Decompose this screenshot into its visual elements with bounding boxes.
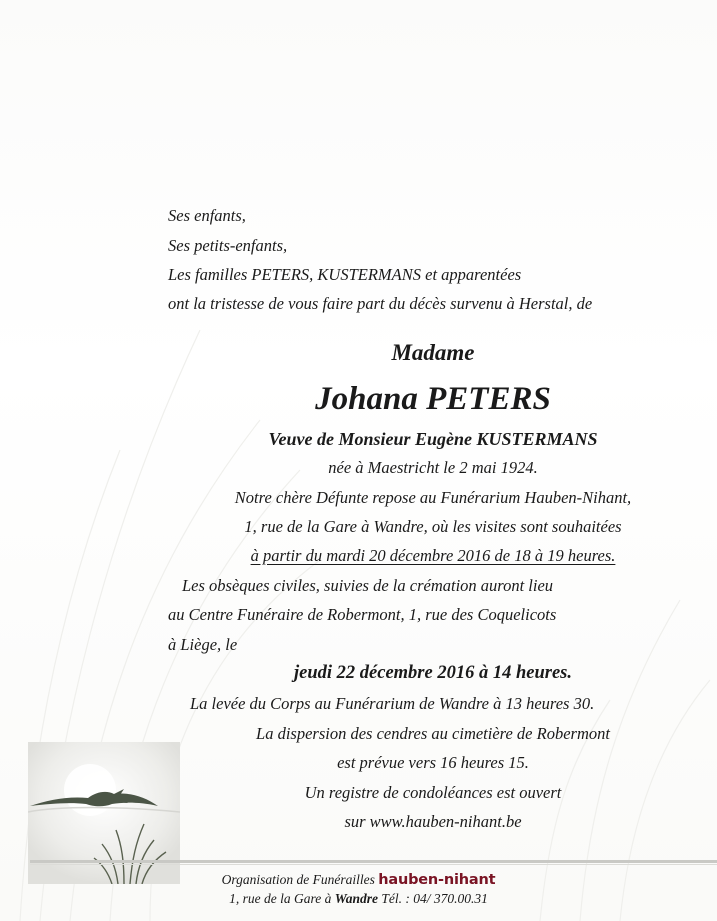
footer-address-prefix: 1, rue de la Gare à [229, 891, 332, 906]
intro-line-families: Les familles PETERS, KUSTERMANS et apparentées [168, 265, 522, 284]
condolence-register-line: Un registre de condoléances est ouvert [304, 783, 562, 802]
funeral-intro-line: Les obsèques civiles, suivies de la crémation auront lieu [182, 576, 554, 595]
funeral-city-line: à Liège, le [168, 635, 238, 654]
funeral-center-line: au Centre Funéraire de Robermont, 1, rue des Coquelicots [168, 605, 557, 624]
footer-divider-thin [30, 864, 717, 865]
footer-org-prefix: Organisation de Funérailles [221, 872, 375, 887]
intro-line-grandchildren: Ses petits-enfants, [168, 236, 288, 255]
birth-line: née à Maestricht le 2 mai 1924. [328, 458, 538, 477]
deceased-name: Johana PETERS [315, 381, 551, 417]
ash-dispersion-line: La dispersion des cendres au cimetière de Robermont [256, 724, 610, 743]
rest-location-line: Notre chère Défunte repose au Funérarium Hauben-Nihant, [234, 488, 632, 507]
widow-of-line: Veuve de Monsieur Eugène KUSTERMANS [268, 429, 598, 449]
visit-hours-line: à partir du mardi 20 décembre 2016 de 18 à 19 heures. [250, 546, 616, 565]
brand-logo-text: hauben-nihant [378, 872, 496, 888]
intro-line-announcement: ont la tristesse de vous faire part du décès survenu à Herstal, de [168, 294, 593, 313]
condolence-website-line: sur www.hauben-nihant.be [344, 812, 522, 831]
visit-address-line: 1, rue de la Gare à Wandre, où les visites sont souhaitées [244, 517, 622, 536]
body-removal-line: La levée du Corps au Funérarium de Wandre à 13 heures 30. [190, 694, 595, 713]
footer-address [0, 891, 717, 907]
footer-divider [30, 860, 717, 863]
footer-organisation [0, 872, 717, 888]
footer-address-city: Wandre [334, 891, 378, 906]
ceremony-date: jeudi 22 décembre 2016 à 14 heures. [294, 663, 572, 683]
footer-phone: Tél. : 04/ 370.00.31 [381, 891, 488, 906]
dispersion-time-line: est prévue vers 16 heures 15. [337, 753, 529, 772]
intro-line-children: Ses enfants, [168, 206, 246, 225]
honorific-title: Madame [391, 340, 475, 365]
